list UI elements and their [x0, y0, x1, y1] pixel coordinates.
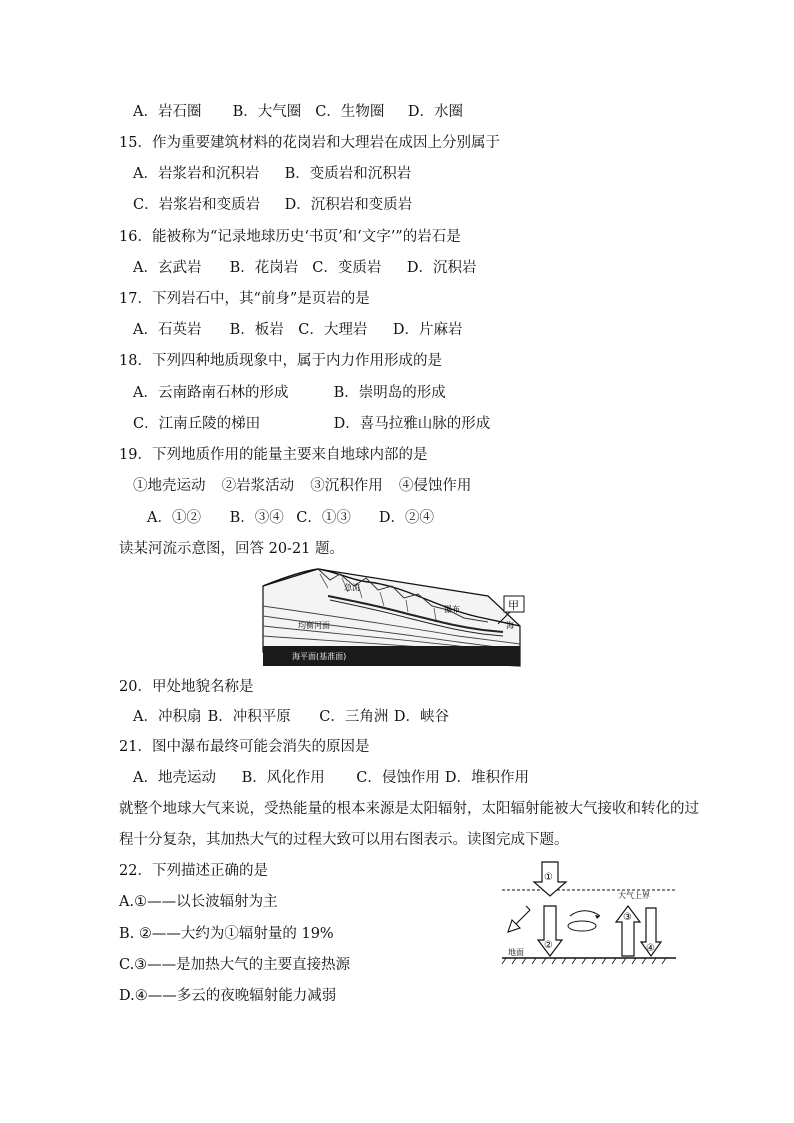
q15-option-d[interactable]: D．沉积岩和变质岩	[284, 197, 413, 213]
q19-stem: 19．下列地质作用的能量主要来自地球内部的是	[119, 447, 428, 463]
river-intro: 读某河流示意图，回答 20-21 题。	[119, 541, 345, 557]
q19-item-4: ④侵蚀作用	[398, 478, 472, 494]
cloud-ellipse	[568, 921, 596, 931]
arrow-reflected-tail	[526, 906, 530, 910]
q20-option-c[interactable]: C．三角洲	[319, 709, 389, 725]
q16-option-c[interactable]: C．变质岩	[312, 260, 382, 276]
arrow-3-label: ③	[623, 912, 632, 923]
q22-option-d[interactable]: D.④——多云的夜晚辐射能力减弱	[119, 988, 337, 1004]
q14-option-a[interactable]: A．岩石圈	[133, 104, 202, 120]
q20-option-d[interactable]: D．峡谷	[393, 709, 449, 725]
q19-option-c[interactable]: C．①③	[296, 510, 351, 526]
q22-stem: 22．下列描述正确的是	[119, 863, 268, 879]
q17-options	[133, 320, 462, 340]
ground-hatching	[502, 958, 666, 964]
q18-options-row1	[133, 383, 446, 403]
jia-label: 甲	[508, 599, 519, 612]
q18-stem: 18．下列四种地质现象中，属于内力作用形成的是	[119, 353, 442, 369]
q18-option-b[interactable]: B．崇明岛的形成	[333, 385, 446, 401]
q16-option-b[interactable]: B．花岗岩	[229, 260, 299, 276]
q18-option-d[interactable]: D．喜马拉雅山脉的形成	[333, 416, 491, 432]
q16-option-a[interactable]: A．玄武岩	[133, 260, 202, 276]
pubu-label: 瀑布	[444, 605, 460, 614]
q15-option-a[interactable]: A．岩浆岩和沉积岩	[133, 166, 260, 182]
q17-stem: 17．下列岩石中，其“前身”是页岩的是	[119, 291, 370, 307]
passage-line-1: 就整个地球大气来说，受热能量的根本来源是太阳辐射，太阳辐射能被大气接收和转化的过	[119, 801, 699, 817]
jiliu-label: 急流	[344, 583, 360, 592]
q21-option-a[interactable]: A．地壳运动	[133, 770, 216, 786]
q20-option-a[interactable]: A．冲积扇	[133, 709, 202, 725]
q18-option-c[interactable]: C．江南丘陵的梯田	[133, 416, 261, 432]
q16-option-d[interactable]: D．沉积岩	[406, 260, 477, 276]
q15-options-row1	[133, 164, 411, 184]
q21-option-d[interactable]: D．堆积作用	[444, 770, 529, 786]
q22-option-b[interactable]: B. ②——大约为①辐射量的 19%	[119, 926, 334, 942]
junheng-label: 均衡河面	[298, 621, 330, 630]
atmosphere-top-label: 大气上界	[618, 891, 650, 900]
q21-stem: 21．图中瀑布最终可能会消失的原因是	[119, 739, 370, 755]
q14-options	[133, 102, 463, 122]
q15-option-b[interactable]: B．变质岩和沉积岩	[284, 166, 412, 182]
q16-stem: 16．能被称为“记录地球历史‘书页’和‘文字’”的岩石是	[119, 229, 461, 245]
q17-option-d[interactable]: D．片麻岩	[392, 322, 463, 338]
q19-item-3: ③沉积作用	[310, 478, 383, 494]
arrow-2-label: ②	[544, 940, 553, 951]
q14-option-b[interactable]: B．大气圈	[232, 104, 302, 120]
river-diagram	[258, 566, 528, 668]
arrow-4-label: ④	[646, 943, 655, 954]
q20-stem: 20．甲处地貌名称是	[119, 679, 254, 695]
sea-level-label: 海平面(基准面)	[292, 652, 347, 661]
passage-line-2: 程十分复杂，其加热大气的过程大致可以用右图表示。读图完成下题。	[119, 832, 569, 848]
q17-option-c[interactable]: C．大理岩	[298, 322, 368, 338]
atmosphere-heating-diagram	[500, 858, 680, 968]
q19-option-d[interactable]: D．②④	[378, 510, 434, 526]
ground-label: 地面	[508, 948, 524, 957]
q20-option-b[interactable]: B．冲积平原	[207, 709, 291, 725]
q19-option-a[interactable]: A．①②	[147, 510, 201, 526]
q22-option-a[interactable]: A.①——以长波辐射为主	[119, 894, 278, 910]
q19-options	[147, 508, 434, 528]
q18-option-a[interactable]: A．云南路南石林的形成	[133, 385, 289, 401]
arrow-reflected	[508, 910, 530, 932]
q18-options-row2	[133, 414, 490, 434]
q22-option-c[interactable]: C.③——是加热大气的主要直接热源	[119, 957, 351, 973]
q15-option-c[interactable]: C．岩浆岩和变质岩	[133, 197, 261, 213]
q14-option-d[interactable]: D．水圈	[407, 104, 463, 120]
q15-options-row2	[133, 195, 412, 215]
q16-options	[133, 258, 476, 278]
q17-option-a[interactable]: A．石英岩	[133, 322, 202, 338]
hai-label: 海	[506, 621, 514, 630]
q21-option-c[interactable]: C．侵蚀作用	[356, 770, 440, 786]
q20-options	[133, 707, 449, 727]
q19-option-b[interactable]: B．③④	[229, 510, 284, 526]
q17-option-b[interactable]: B．板岩	[229, 322, 284, 338]
q19-items	[133, 476, 471, 496]
q19-item-2: ②岩浆活动	[221, 478, 295, 494]
q15-stem: 15．作为重要建筑材料的花岗岩和大理岩在成因上分别属于	[119, 135, 500, 151]
q14-option-c[interactable]: C．生物圈	[315, 104, 385, 120]
q19-item-1: ①地壳运动	[133, 478, 206, 494]
arrow-1-label: ①	[544, 872, 553, 883]
q21-options	[133, 768, 529, 788]
q21-option-b[interactable]: B．风化作用	[241, 770, 325, 786]
